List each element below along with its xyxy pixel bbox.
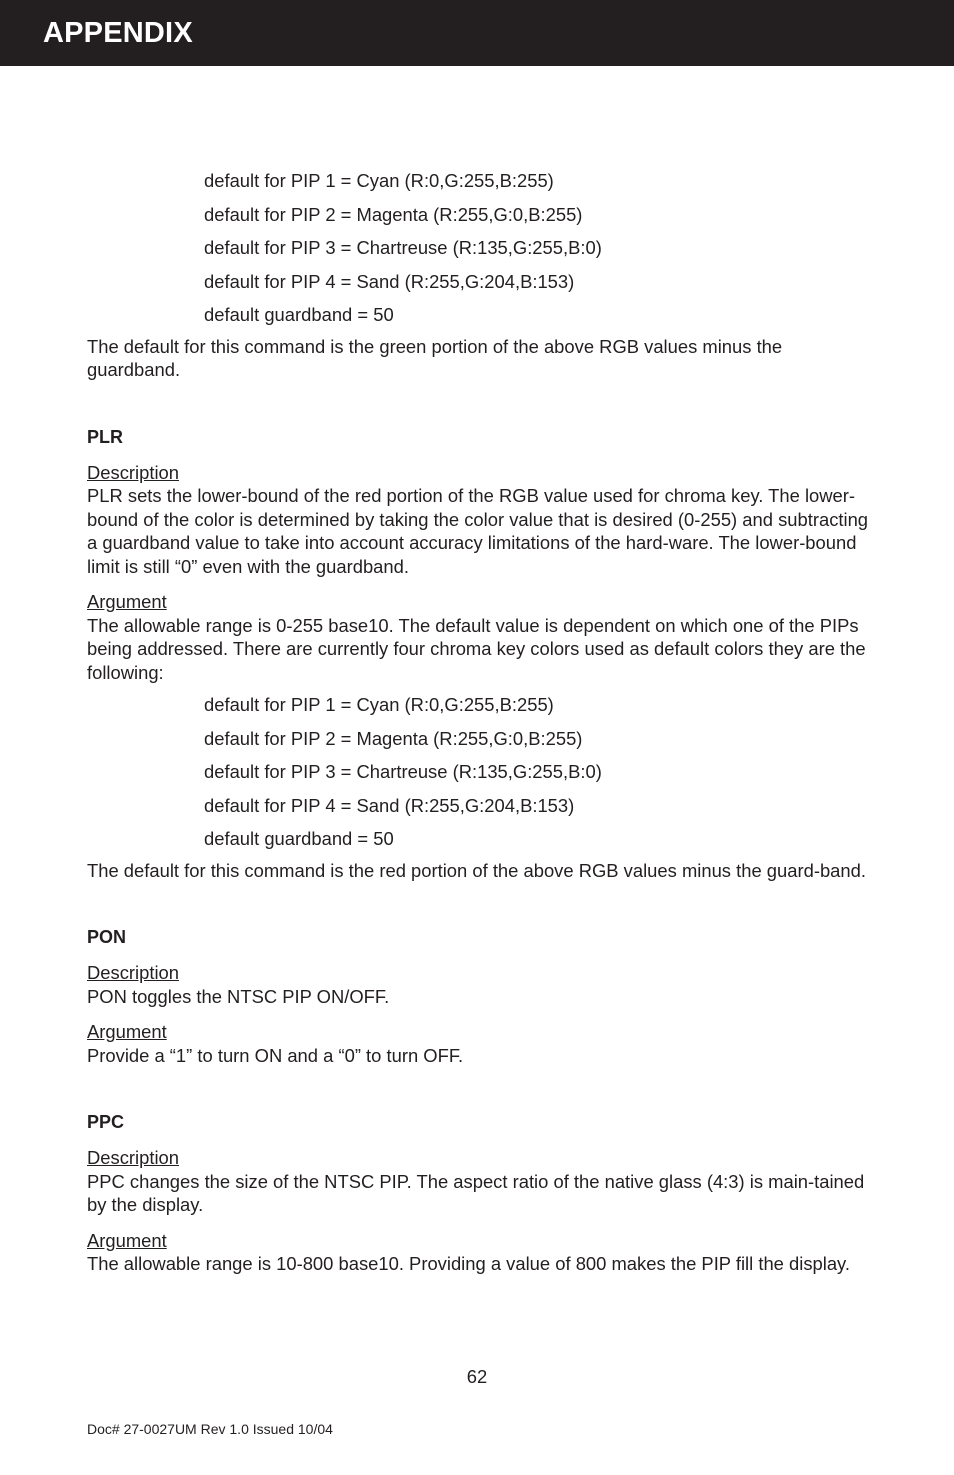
pon-argument: Provide a “1” to turn ON and a “0” to turn OFF. <box>87 1044 464 1066</box>
description-label: Description <box>87 962 179 983</box>
document-id: Doc# 27-0027UM Rev 1.0 Issued 10/04 <box>87 1421 333 1437</box>
pon-description: PON toggles the NTSC PIP ON/OFF. <box>87 985 390 1007</box>
ppc-description: PPC changes the size of the NTSC PIP. The aspect ratio of the native glass (4:3) is main-tained by the display. <box>87 1170 865 1215</box>
description-label: Description <box>87 461 179 483</box>
section-title-ppc: PPC <box>87 1112 125 1132</box>
default-item: default for PIP 2 = Magenta (R:255,G:0,B:255) <box>204 727 583 749</box>
default-item: default guardband = 50 <box>204 304 394 325</box>
plr-description: PLR sets the lower-bound of the red portion of the RGB value used for chroma key. The lower-bound of the color is determined by taking the color value that is desired (0-255) and subtracting a guardband value to take into account accuracy limitations of the hard-ware. The lower-bound limit is still “0” even with the guardband. <box>87 485 869 577</box>
page-number: 62 <box>466 1366 488 1387</box>
page-header-title: APPENDIX <box>43 17 193 49</box>
page-content <box>87 166 872 1276</box>
intro-defaults-list <box>87 166 872 334</box>
default-item: default for PIP 1 = Cyan (R:0,G:255,B:255) <box>204 170 554 191</box>
intro-note: The default for this command is the green portion of the above RGB values minus the guardband. <box>87 335 783 380</box>
description-label: Description <box>87 1147 179 1168</box>
section-title-plr: PLR <box>87 426 123 447</box>
default-item: default guardband = 50 <box>204 828 394 849</box>
argument-label: Argument <box>87 591 167 612</box>
plr-argument: The allowable range is 0-255 base10. The default value is dependent on which one of the PIPs being addressed. There are currently four chroma key colors used as default colors they are the following: <box>87 614 866 683</box>
default-item: default for PIP 2 = Magenta (R:255,G:0,B:255) <box>204 203 583 225</box>
section-title-pon: PON <box>87 927 127 947</box>
plr-defaults-list <box>87 690 872 858</box>
default-item: default for PIP 1 = Cyan (R:0,G:255,B:255) <box>204 694 554 715</box>
plr-note: The default for this command is the red portion of the above RGB values minus the guard-band. <box>87 859 866 881</box>
argument-label: Argument <box>87 1021 167 1042</box>
header-bar <box>0 0 954 66</box>
ppc-argument: The allowable range is 10-800 base10. Providing a value of 800 makes the PIP fill the display. <box>87 1253 850 1274</box>
default-item: default for PIP 4 = Sand (R:255,G:204,B:153) <box>204 794 575 816</box>
default-item: default for PIP 4 = Sand (R:255,G:204,B:153) <box>204 270 575 292</box>
default-item: default for PIP 3 = Chartreuse (R:135,G:255,B:0) <box>204 237 602 258</box>
argument-label: Argument <box>87 1229 167 1251</box>
default-item: default for PIP 3 = Chartreuse (R:135,G:255,B:0) <box>204 761 602 782</box>
